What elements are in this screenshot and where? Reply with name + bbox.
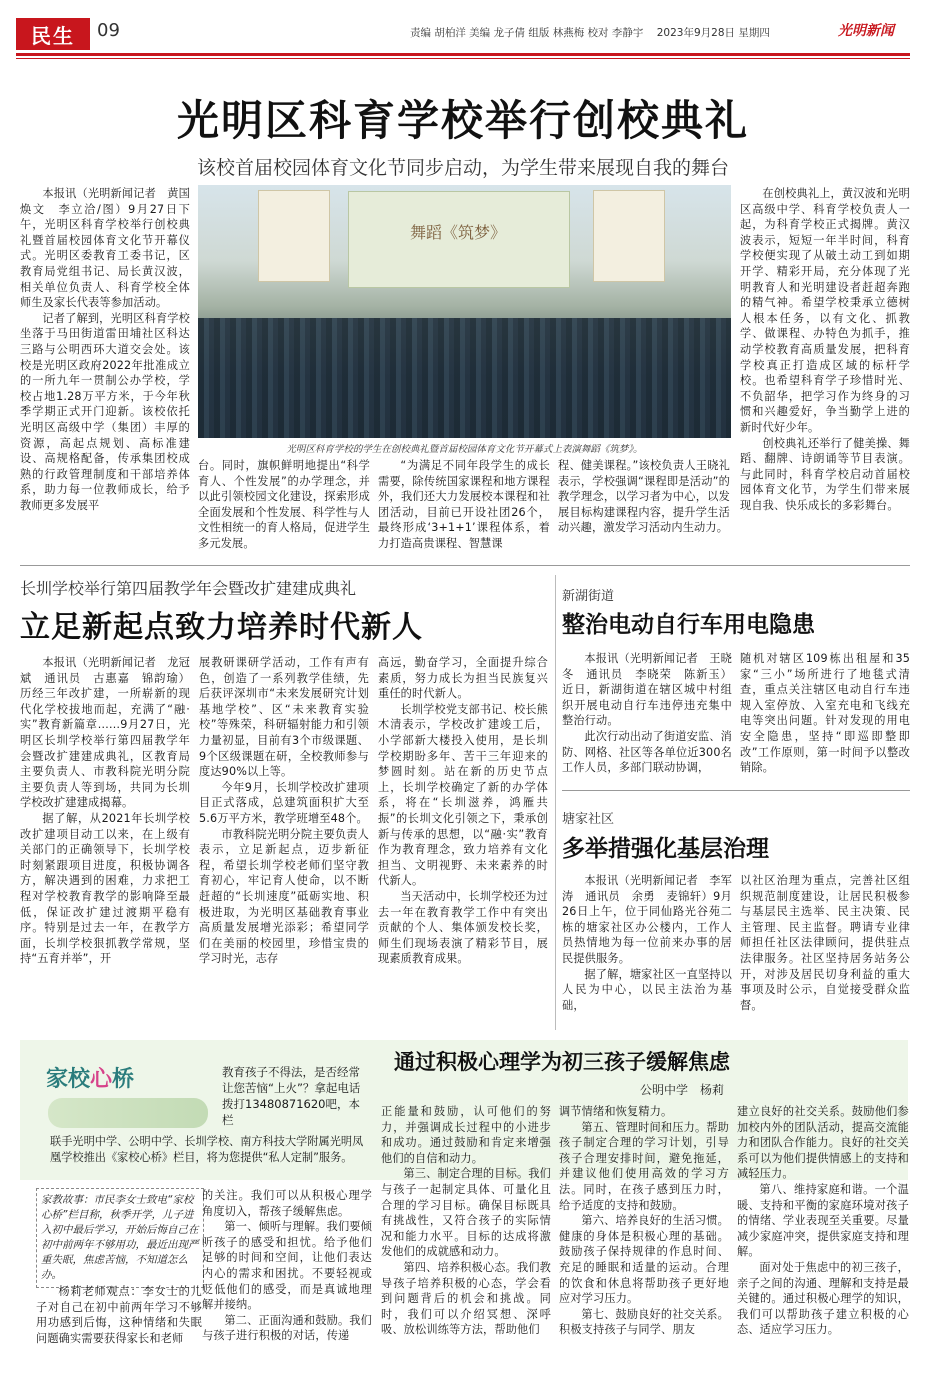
brief2-paragraph: 据了解，塘家社区一直坚持以人民为中心，以民主法治为基础， <box>562 967 732 1012</box>
section-tag: 民生 <box>16 18 90 50</box>
lead-paragraph: 本报讯（光明新闻记者 黄国焕文 李立洽/图）9月27日下午，光明区科育学校举行创校典礼暨首届校园体育文化节开幕仪式。光明区委教育工委书记，区教育局党组书记、局长黄汉波，相关单位负责人、科育学校全体师生及家长代表等参加活动。 <box>20 187 190 310</box>
lead-subheadline: 该校首届校园体育文化节同步启动，为学生带来展现自我的舞台 <box>196 157 729 179</box>
column-paragraph: 第一、倾听与理解。我们要倾听孩子的感受和担忧。给予他们足够的时间和空间，让他们表达内心的需求和困扰。不要轻视或贬低他们的感受，而是真诚地理解并接纳。 <box>202 1220 372 1312</box>
column-paragraph: 第六、培养良好的生活习惯。健康的身体是积极心理的基础。鼓励孩子保持规律的作息时间、充足的睡眠和适量的运动。合理的饮食和休息将帮助孩子更好地应对学习压力。 <box>559 1214 729 1306</box>
column-paragraph: 面对处于焦虑中的初三孩子，亲子之间的沟通、理解和支持是最关键的。通过积极心理学的知识，我们可以帮助孩子建立积极的心态、适应学习压力。 <box>737 1260 909 1337</box>
column-text-5 <box>737 1104 909 1372</box>
lead-photo <box>198 185 731 438</box>
lead-paragraph: 记者了解到，光明区科育学校坐落于马田街道雷田埔社区科达三路与公明西环大道交会处。该校是光明区政府2022年批准成立的一所九年一贯制公办学校，学校占地1.28万平方米，于今年秋季学期正式开门迎新。该校依托光明区高级中学（集团）丰厚的资源，高起点规划、高标准建设、高规格配备，传承集团校成熟的行政管理制度和干部培养体系，助力每一位教师成长，给予教师更多发展平 <box>20 311 190 512</box>
brief1-paragraph: 随机对辖区109栋出租屋和35家“三小”场所进行了地毯式清查，重点关注辖区电动自行车违规入室停放、入室充电和飞线充电等突出问题。针对发现的用电安全隐患，坚持“即巡即整即改”工作原则，第一时间予以整改销除。 <box>740 652 910 775</box>
column-paragraph: 第八、维持家庭和谐。一个温暖、支持和平衡的家庭环境对孩子的情绪、学业表现至关重要。尽量减少家庭冲突，提供家庭支持和理解。 <box>737 1182 909 1259</box>
header-rule <box>16 53 910 56</box>
story2-paragraph: 展教研课研学活动，工作有声有色，创造了一系列教学佳绩，先后获评深圳市“未来发展研究计划基地学校”、区“未来教育实验校”等殊荣，科研辐射能力和引领力量初显，目前有3个市级课题、9个区级课题在研，全校教师参与度达90%以上等。 <box>199 656 369 779</box>
column-divider <box>555 575 556 1030</box>
story2-paragraph: 市教科院光明分院主要负责人表示，立足新起点，迈步新征程，希望长圳学校老师们坚守教育初心，牢记育人使命，以不断赶超的“长圳速度”砥砺实地、积极进取，为光明区基础教育事业高质量发展增光添彩；希望同学们在美丽的校园里，珍惜宝贵的学习时光，志存 <box>199 827 369 966</box>
heart-icon: 心 <box>90 1067 113 1092</box>
story2-paragraph: 据了解，从2021年长圳学校改扩建项目动工以来，在上级有关部门的正确领导下，长圳学校时刻紧跟项目进度，积极协调各方，解决遇到的困难，力求把工程对学校教育教学的影响降至最低，保证改扩建过渡期平稳有序。特别是过去一年，在教学方面，长圳学校狠抓教学常规，坚持“五育并举”，开 <box>20 811 190 966</box>
issue-date: 2023年9月28日 星期四 <box>656 27 770 39</box>
lead-paragraph: 在创校典礼上，黄汉波和光明区高级中学、科育学校负责人一起，为科育学校正式揭牌。黄汉波表示，短短一年半时间，科育学校便实现了从破土动工到如期开学、精彩开局，充分体现了光明教育人和光明建设者赶超奔跑的精气神。希望学校秉承立德树人根本任务，以有文化、抓教学、做课程、办特色为抓手，推动学校教育高质量发展，把科育学校真正打造成区域的标杆学校。也希望科育学子珍惜时光、不负韶华，把学习作为终身的习惯和兴趣爱好，争当勤学上进的新时代好少年。 <box>740 187 910 434</box>
story2-kicker: 长圳学校举行第四届教学年会暨改扩建建成典礼 <box>20 579 357 598</box>
lead-headline: 光明区科育学校举行创校典礼 <box>176 96 749 145</box>
newspaper-logo: 光明新闻 <box>838 23 894 39</box>
section-divider <box>20 565 910 566</box>
column-paragraph: 杨莉老师观点：李女士的儿子对自己在初中前两年学习不够用功感到后悔，这种情绪和失眠问题确实需要获得家长和老师 <box>36 1285 202 1345</box>
column-headline: 通过积极心理学为初三孩子缓解焦虑 <box>394 1050 730 1074</box>
brief2-headline: 多举措强化基层治理 <box>562 836 769 862</box>
story2-headline: 立足新起点致力培养时代新人 <box>20 610 423 645</box>
lead-column-1 <box>20 186 190 558</box>
brief-divider <box>562 790 910 791</box>
stage-title: 舞蹈《筑梦》 <box>409 223 506 242</box>
lead-paragraph: 程、健美课程。”该校负责人王晓礼表示，学校强调“课程即是活动”的教学理念，以学习者为中心，以发展目标构建课程内容，提升学生活动兴趣，激发学习活动内生动力。 <box>558 459 730 535</box>
story2-column-2 <box>199 655 369 1027</box>
editor-credits <box>410 25 770 40</box>
column-paragraph: 第四、培养积极心态。我们教导孩子培养积极的心态，学会看到问题背后的机会和挑战。同时，我们可以介绍冥想、深呼吸、放松训练等方法，帮助他们 <box>381 1260 551 1337</box>
story2-paragraph: 长圳学校党支部书记、校长熊木清表示，学校改扩建竣工后，小学部新大楼投入使用，是长圳学校期盼多年、苦干三年迎来的梦圆时刻。站在新的历史节点上，长圳学校确定了新的办学体系，将在“长圳滋养，鸿雁共振”的长圳文化引领之下，秉承创新与传承的思想，以“融·实”教育作为教育理念，致力培养有文化担当、文明视野、未来素养的时代新人。 <box>378 702 548 888</box>
brief1-paragraph: 本报讯（光明新闻记者 王晓冬 通讯员 李晓荣 陈新玉）近日，新湖街道在辖区城中村组织开展电动自行车违停违充集中整治行动。 <box>562 652 732 728</box>
column-paragraph: 第二、正面沟通和鼓励。我们与孩子进行积极的对话，传递 <box>202 1313 372 1343</box>
column-logo-c: 桥 <box>112 1067 135 1092</box>
column-logo <box>46 1062 134 1093</box>
brief2-column-1 <box>562 873 732 1028</box>
brief2-paragraph: 以社区治理为重点，完善社区组织规范制度建设，让居民积极参与基层民主选举、民主决策、民主管理、民主监督。聘请专业律师担任社区法律顾问，提供驻点法律服务。社区坚持居务站务公开，对涉及居民切身利益的重大事项及时公示，自觉接受群众监督。 <box>740 874 910 1012</box>
column-byline: 公明中学 杨莉 <box>640 1083 725 1097</box>
brief2-paragraph: 本报讯（光明新闻记者 李军涛 通讯员 余勇 麦锦轩）9月26日上午，位于同仙路光谷苑二栋的塘家社区办公楼内，工作人员热情地为每一位前来办事的居民提供服务。 <box>562 874 732 965</box>
lead-column-3 <box>378 458 550 558</box>
story2-paragraph: 今年9月，长圳学校改扩建项目正式落成，总建筑面积扩大至5.6万平方米，教学班增至48个。 <box>199 780 369 825</box>
audience-crowd <box>198 318 731 438</box>
column-text-1 <box>36 1284 202 1372</box>
story2-paragraph: 当天活动中，长圳学校还为过去一年在教育教学工作中有突出贡献的个人、集体颁发校长奖，师生们现场表演了精彩节目，展现素质教育成果。 <box>378 889 548 966</box>
column-paragraph: 调节情绪和恢复精力。 <box>559 1105 673 1118</box>
banner-right <box>593 190 665 282</box>
story2-paragraph: 本报讯（光明新闻记者 龙冠斌 通讯员 古惠嘉 锦韵瑜）历经三年改扩建，一所崭新的现代化学校拔地而起，充满了“融·实”教育新篇章……9月27日，光明区长圳学校举行第四届教学年会暨改扩建建成典礼，区教育局主要负责人、市教科院光明分院主要负责人等到场，共同为长圳学校改扩建建成揭幕。 <box>20 656 190 810</box>
story2-paragraph: 高远，勤奋学习，全面提升综合素质，努力成长为担当民族复兴重任的时代新人。 <box>378 656 548 701</box>
column-paragraph: 第五、管理时间和压力。帮助孩子制定合理的学习计划，引导孩子合理安排时间，避免拖延，并建议他们使用高效的学习方法。同时，在孩子感到压力时，给予适度的支持和鼓励。 <box>559 1120 729 1212</box>
column-text-3 <box>381 1104 551 1372</box>
column-text-2 <box>202 1188 372 1372</box>
column-logo-a: 家校 <box>46 1067 91 1092</box>
header-rule-thin <box>16 58 910 59</box>
column-paragraph: 建立良好的社交关系。鼓励他们参加校内外的团队活动，提高交流能力和团队合作能力。良好的社交关系可以为他们提供情感上的支持和减轻压力。 <box>737 1105 909 1181</box>
brief2-column-2 <box>740 873 910 1028</box>
lead-paragraph: “为满足不同年段学生的成长需要，除传统国家课程和地方课程外，我们还大力发展校本课程和社团活动，目前已开设社团26个，最终形成‘3+1+1’课程体系，着力打造高贵课程、智慧课 <box>378 459 550 550</box>
column-paragraph: 第七、鼓励良好的社交关系。积极支持孩子与同学、朋友 <box>559 1307 729 1337</box>
editor-names: 责编 胡柏洋 美编 龙子倩 组版 林燕梅 校对 李静宇 <box>410 27 644 39</box>
lead-column-2 <box>198 458 370 558</box>
column-paragraph: 第三、制定合理的目标。我们与孩子一起制定具体、可量化且合理的学习目标。确保目标既具有挑战性，又符合孩子的实际情况和能力水平。目标的达成将激发他们的成就感和动力。 <box>381 1167 551 1259</box>
page-number: 09 <box>97 20 120 41</box>
brief1-headline: 整治电动自行车用电隐患 <box>562 612 815 638</box>
column-paragraph: 正能量和鼓励，认可他们的努力，并强调成长过程中的小进步和成功。通过鼓励和肯定来增强他们的自信和动力。 <box>381 1105 551 1165</box>
lead-paragraph: 台。同时，旗帜鲜明地提出“科学育人、个性发展”的办学理念，并以此引领校园文化建设，探索形成全面发展和个性发展、科学性与人文性相统一的育人格局，促进学生多元发展。 <box>198 459 370 550</box>
brief1-kicker: 新湖街道 <box>562 589 615 604</box>
column-paragraph: 的关注。我们可以从积极心理学角度切入，帮孩子缓解焦虑。 <box>202 1189 372 1218</box>
story2-column-1 <box>20 655 190 1027</box>
banner-left <box>258 190 330 282</box>
lead-column-4 <box>558 458 730 558</box>
photo-caption: 光明区科育学校的学生在创校典礼暨首届校园体育文化节开幕式上表演舞蹈《筑梦》。 <box>286 444 643 455</box>
column-text-4 <box>559 1104 729 1372</box>
lead-column-5 <box>740 186 910 558</box>
column-hotline: 教育孩子不得法，是否经常让您苦恼“上火”？拿起电话拨打13480871620吧，本栏 <box>222 1065 361 1127</box>
family-story-box: 家教故事：市民李女士致电“家校心桥”栏目称，秋季开学，儿子进入初中最后学习，开始后悔自己在初中前两年不够用功，最近出现严重失眠，焦虑苦恼，不知道怎么办。 <box>36 1188 204 1288</box>
lead-paragraph: 创校典礼还举行了健美操、舞蹈、翻牌、诗朗诵等节目表演。与此同时，科育学校启动首届校园体育文化节，为学生们带来展现自我、快乐成长的多彩舞台。 <box>740 436 910 512</box>
brief1-column-2 <box>740 651 910 791</box>
brief2-kicker: 塘家社区 <box>562 812 615 827</box>
story2-column-3 <box>378 655 548 1027</box>
brief1-paragraph: 此次行动出动了街道安监、消防、网格、社区等各单位近300名工作人员，多部门联动协调， <box>562 729 732 775</box>
column-intro: 联手光明中学、公明中学、长圳学校、南方科技大学附属光明凤凰学校推出《家校心桥》栏目，将为您提供“私人定制”服务。 <box>50 1135 364 1164</box>
brief1-column-1 <box>562 651 732 791</box>
family-illustration <box>48 1098 208 1128</box>
